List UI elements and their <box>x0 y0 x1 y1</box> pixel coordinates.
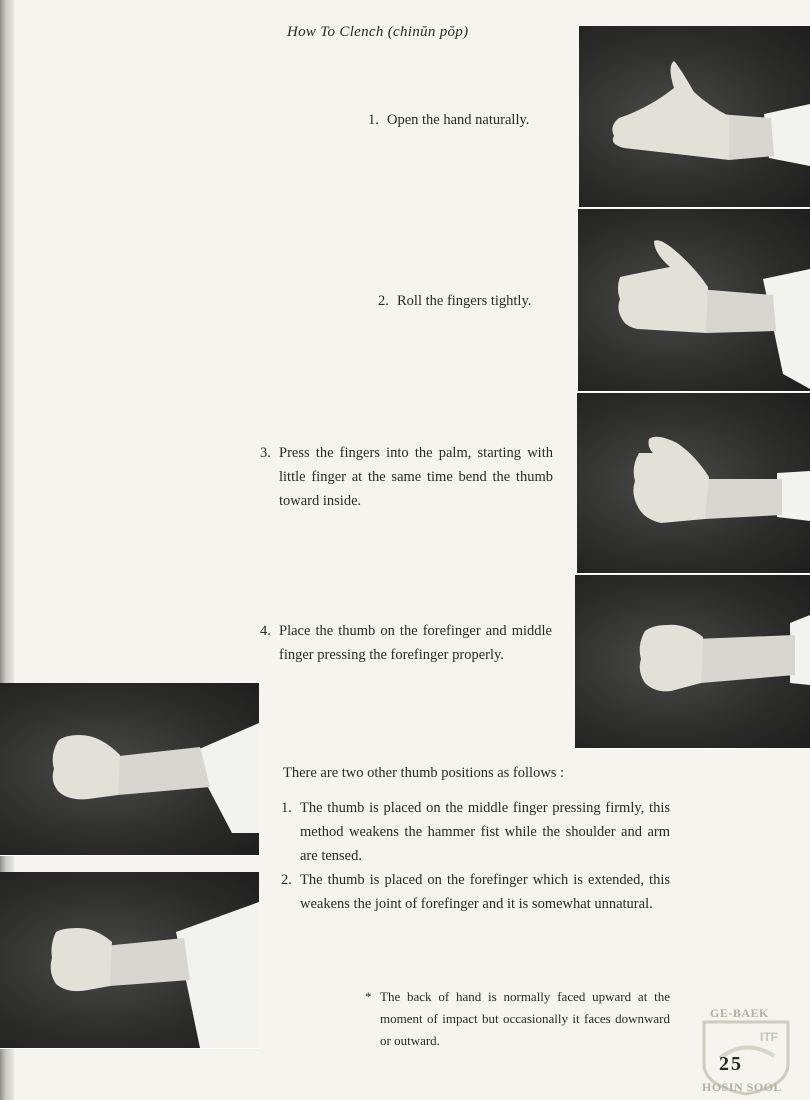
step-4-text: Place the thumb on the forefinger and middle finger pressing the forefinger properly. <box>279 623 552 663</box>
other-position-1 <box>281 796 670 868</box>
press-fingers-illustration <box>577 393 810 573</box>
thumb-on-extended-forefinger-illustration <box>0 872 259 1048</box>
step-1-text: Open the hand naturally. <box>387 112 530 128</box>
page-title: How To Clench (chinŭn pŏp) <box>287 24 469 40</box>
step-4-number: 4. <box>260 623 271 639</box>
step-3 <box>260 441 553 513</box>
footnote-text: The back of hand is normally faced upward at the moment of impact but occasionally it faces downward or outward. <box>380 989 670 1048</box>
thumb-on-forefinger-illustration <box>575 575 810 748</box>
photo-thumb-on-forefinger <box>575 575 810 749</box>
footnote <box>365 986 670 1052</box>
step-2-number: 2. <box>378 293 389 309</box>
other-position-2-number: 2. <box>281 872 292 888</box>
step-1 <box>368 108 568 132</box>
other-position-2-text: The thumb is placed on the forefinger which is extended, this weakens the joint of forefinger and it is somewhat unnatural. <box>300 872 670 912</box>
step-3-text: Press the fingers into the palm, starting with little finger at the same time bend the thumb toward inside. <box>279 445 553 509</box>
other-positions-intro: There are two other thumb positions as follows : <box>283 765 565 781</box>
other-position-1-text: The thumb is placed on the middle finger pressing firmly, this method weakens the hammer fist while the shoulder and arm are tensed. <box>300 800 670 864</box>
watermark-middle-text: ITF <box>760 1030 778 1044</box>
open-hand-illustration <box>579 26 810 207</box>
photo-rolled-fingers <box>578 209 810 392</box>
other-position-2 <box>281 868 670 916</box>
other-position-1-number: 1. <box>281 800 292 816</box>
step-2 <box>378 289 568 313</box>
watermark-top-text: GE-BAEK <box>710 1006 769 1020</box>
step-2-text: Roll the fingers tightly. <box>397 293 532 309</box>
thumb-on-middle-finger-illustration <box>0 683 259 855</box>
step-4 <box>260 619 552 667</box>
photo-thumb-on-extended-forefinger <box>0 872 259 1049</box>
page-number: 25 <box>719 1053 743 1075</box>
photo-thumb-on-middle-finger <box>0 683 259 856</box>
step-3-number: 3. <box>260 445 271 461</box>
photo-open-hand <box>579 26 810 208</box>
photo-press-fingers <box>577 393 810 574</box>
step-1-number: 1. <box>368 112 379 128</box>
watermark-bottom-text: HOSIN SOOL <box>702 1080 783 1094</box>
footnote-star: * <box>365 989 372 1004</box>
rolled-fingers-illustration <box>578 209 810 391</box>
